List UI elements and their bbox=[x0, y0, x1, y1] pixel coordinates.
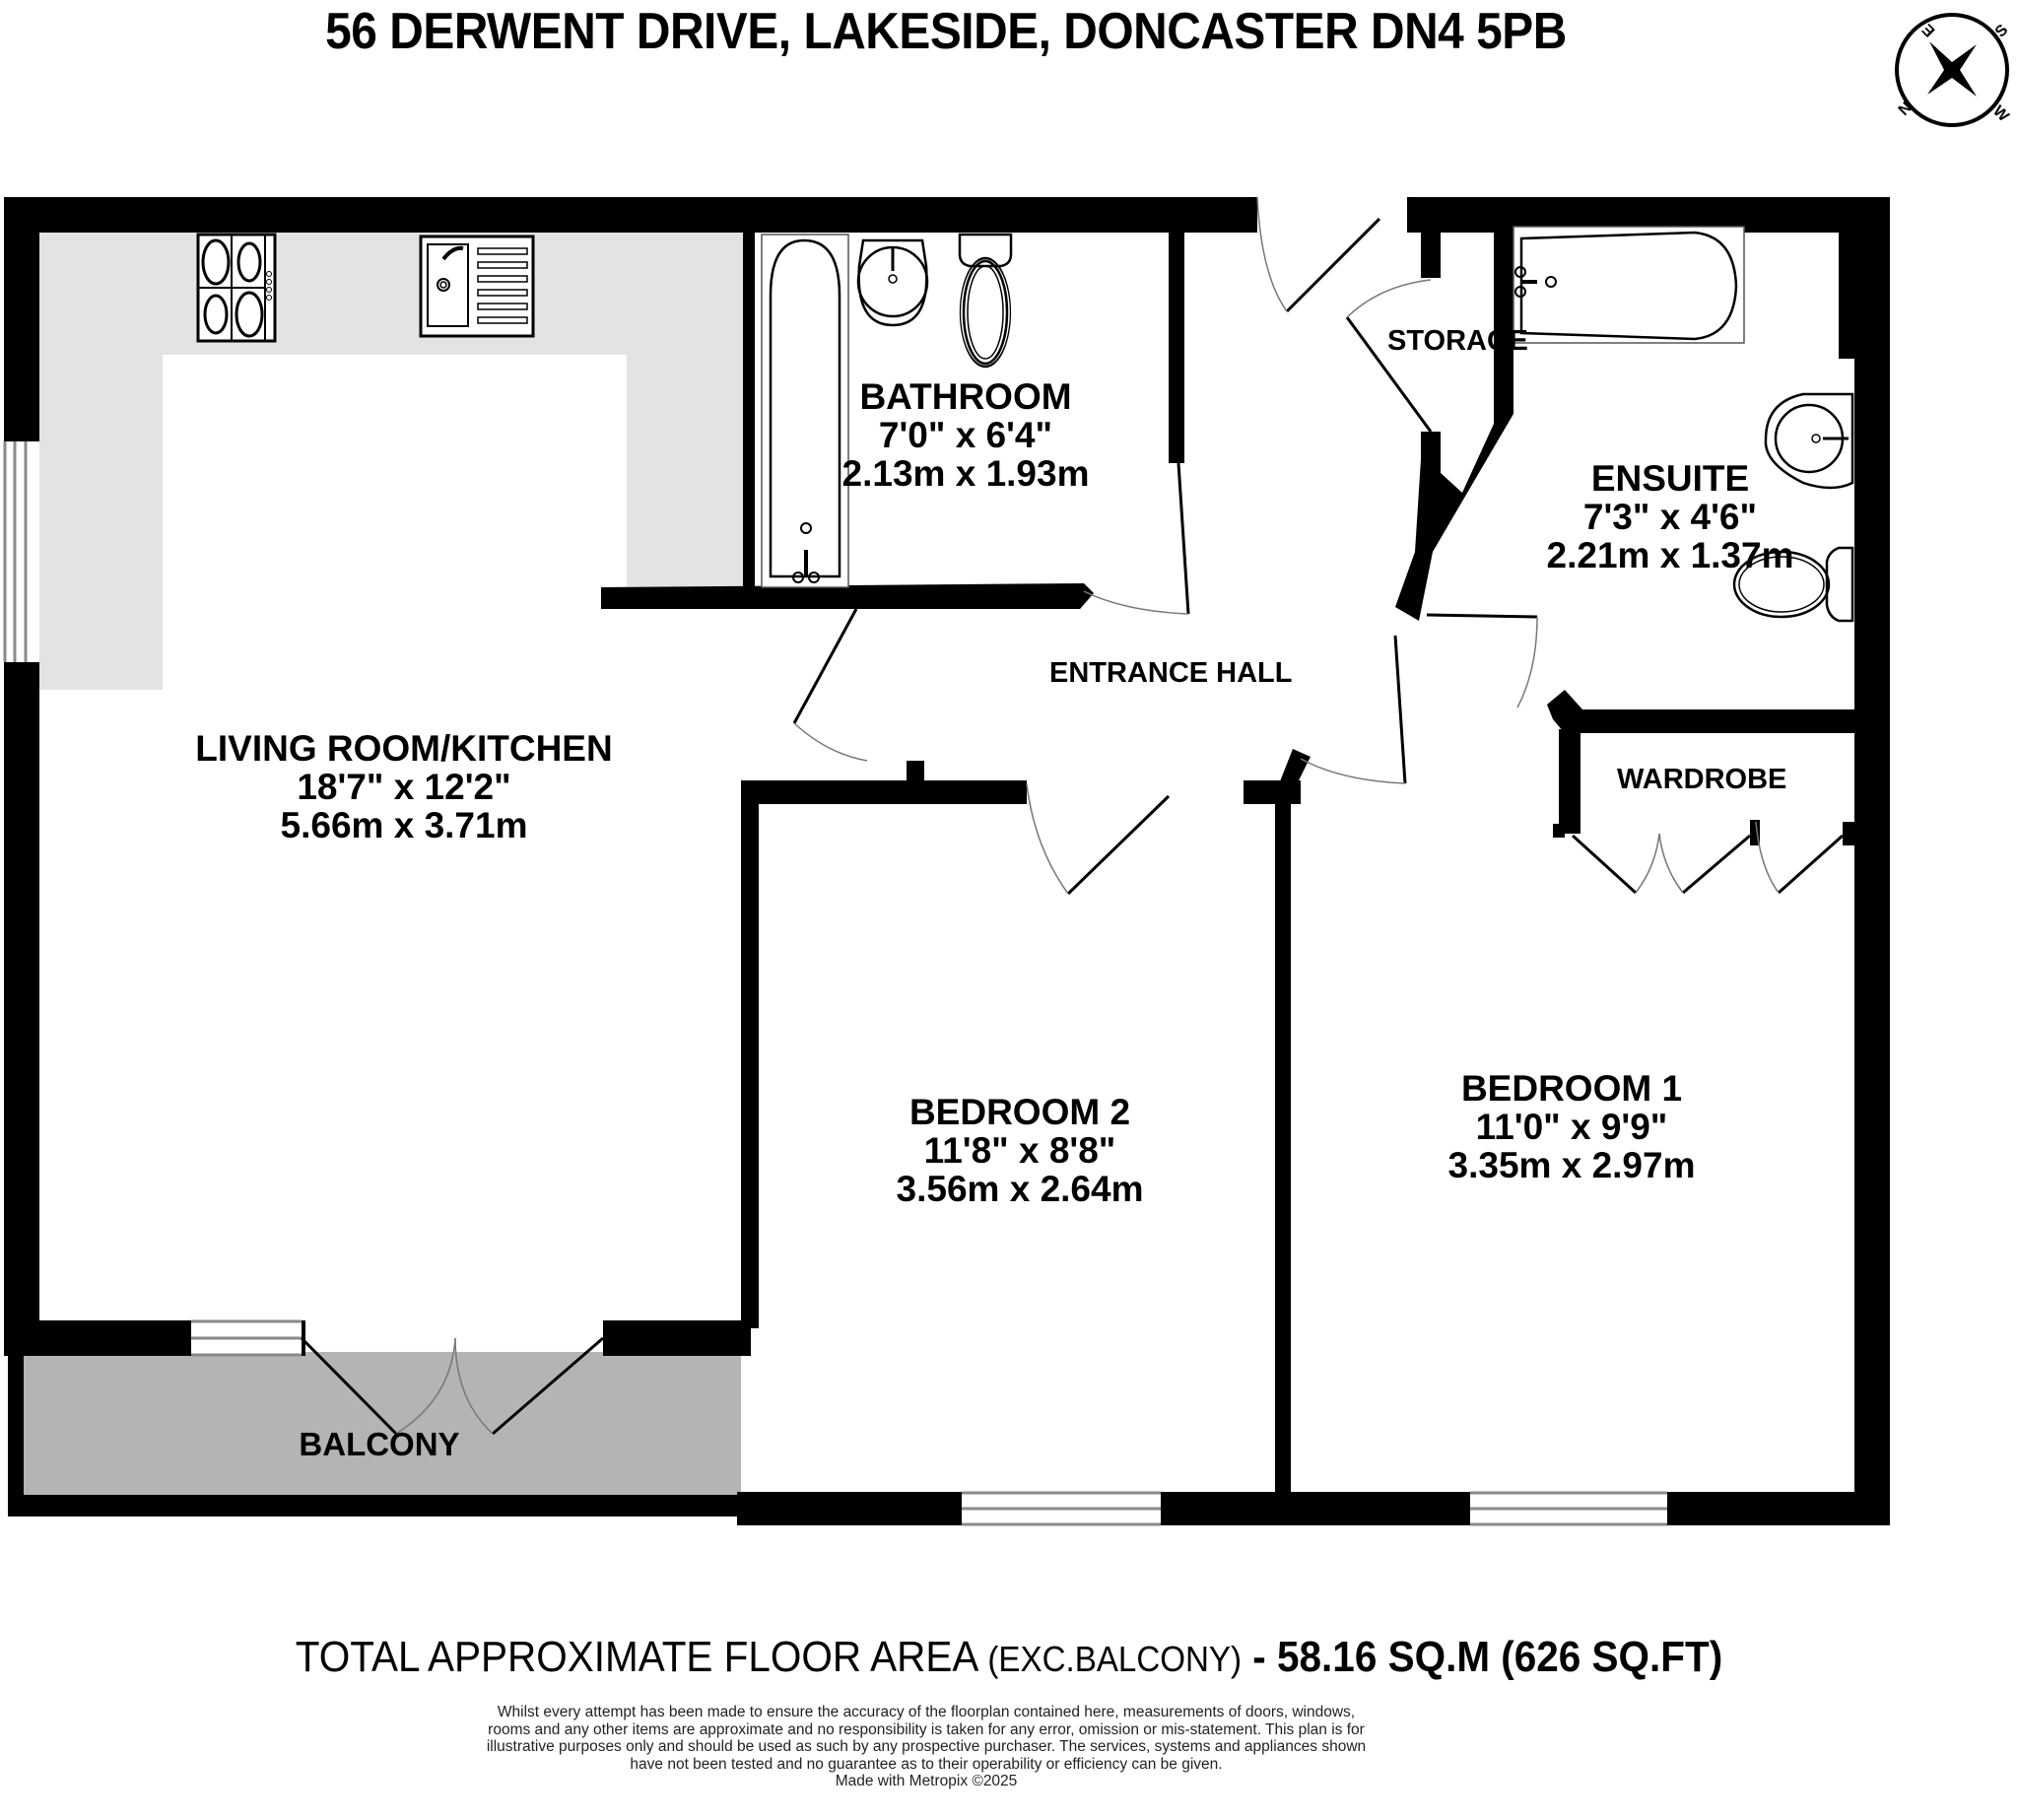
hob-icon bbox=[198, 235, 275, 341]
room-name: BALCONY bbox=[299, 1426, 460, 1462]
room-bedroom-1 bbox=[1409, 1070, 1734, 1183]
room-dimensions-imperial: 7'3" x 4'6" bbox=[1582, 497, 1758, 537]
room-dimensions-metric: 5.66m x 3.71m bbox=[280, 805, 528, 845]
room-balcony bbox=[236, 1428, 522, 1460]
compass-west-label: W bbox=[1989, 102, 2012, 125]
total-area-prefix: TOTAL APPROXIMATE FLOOR AREA bbox=[295, 1633, 977, 1681]
room-bedroom-2 bbox=[857, 1094, 1182, 1207]
room-name: LIVING ROOM/KITCHEN bbox=[195, 728, 613, 769]
room-dimensions-metric: 3.35m x 2.97m bbox=[1447, 1145, 1696, 1185]
property-address: 56 DERWENT DRIVE, LAKESIDE, DONCASTER DN4 5PB bbox=[325, 3, 1567, 60]
kitchen-worktop bbox=[39, 232, 749, 690]
disclaimer bbox=[483, 1704, 1370, 1790]
room-dimensions-metric: 3.56m x 2.64m bbox=[896, 1169, 1144, 1209]
room-name: ENSUITE bbox=[1590, 458, 1750, 499]
balcony-floor bbox=[22, 1352, 741, 1498]
living-window-left bbox=[4, 441, 30, 662]
ensuite-bathtub-icon bbox=[1514, 227, 1744, 343]
room-bathroom bbox=[818, 378, 1113, 492]
room-dimensions-imperial: 7'0" x 6'4" bbox=[878, 415, 1053, 455]
room-dimensions-imperial: 11'0" x 9'9" bbox=[1475, 1107, 1668, 1147]
credit-text: Made with Metropix ©2025 bbox=[835, 1773, 1018, 1789]
room-name: BEDROOM 1 bbox=[1460, 1068, 1683, 1109]
room-living-kitchen bbox=[148, 730, 660, 843]
total-floor-area bbox=[81, 1633, 1937, 1682]
total-area-value: - 58.16 SQ.M (626 SQ.FT) bbox=[1252, 1633, 1723, 1681]
room-ensuite bbox=[1508, 460, 1833, 573]
disclaimer-text: Whilst every attempt has been made to ensure the accuracy of the floorplan contained here, measurements of doors, windows, rooms and any other items are approximate and no responsibility is taken for any error, omission or mis-statement. This plan is for illustrative purposes only and should be used as such by any prospective purchaser. The services, systems and appliances shown have not been tested and no guarantee as to their operability or efficiency can be given. bbox=[486, 1704, 1367, 1773]
room-entrance-hall: ENTRANCE HALL bbox=[1049, 657, 1293, 689]
toilet-icon bbox=[960, 235, 1011, 367]
room-dimensions-imperial: 18'7" x 12'2" bbox=[297, 767, 511, 807]
room-name: BATHROOM bbox=[859, 376, 1072, 417]
compass-south-label: S bbox=[1991, 21, 2012, 41]
total-area-exclusion: (EXC.BALCONY) bbox=[987, 1639, 1243, 1679]
room-storage: STORAGE bbox=[1387, 325, 1528, 357]
bedroom1-window bbox=[1470, 1493, 1667, 1524]
washbasin-icon bbox=[858, 240, 927, 325]
bedroom2-window bbox=[962, 1493, 1161, 1524]
kitchen-sink-icon bbox=[421, 236, 533, 336]
room-name: BEDROOM 2 bbox=[908, 1092, 1131, 1132]
compass-east-label: E bbox=[1918, 20, 1939, 40]
room-dimensions-metric: 2.21m x 1.37m bbox=[1546, 535, 1794, 575]
room-wardrobe: WARDROBE bbox=[1617, 764, 1787, 795]
room-dimensions-metric: 2.13m x 1.93m bbox=[841, 453, 1090, 494]
balcony-window bbox=[191, 1320, 305, 1356]
compass-north-label: N bbox=[1894, 98, 1915, 118]
room-dimensions-imperial: 11'8" x 8'8" bbox=[923, 1130, 1116, 1171]
